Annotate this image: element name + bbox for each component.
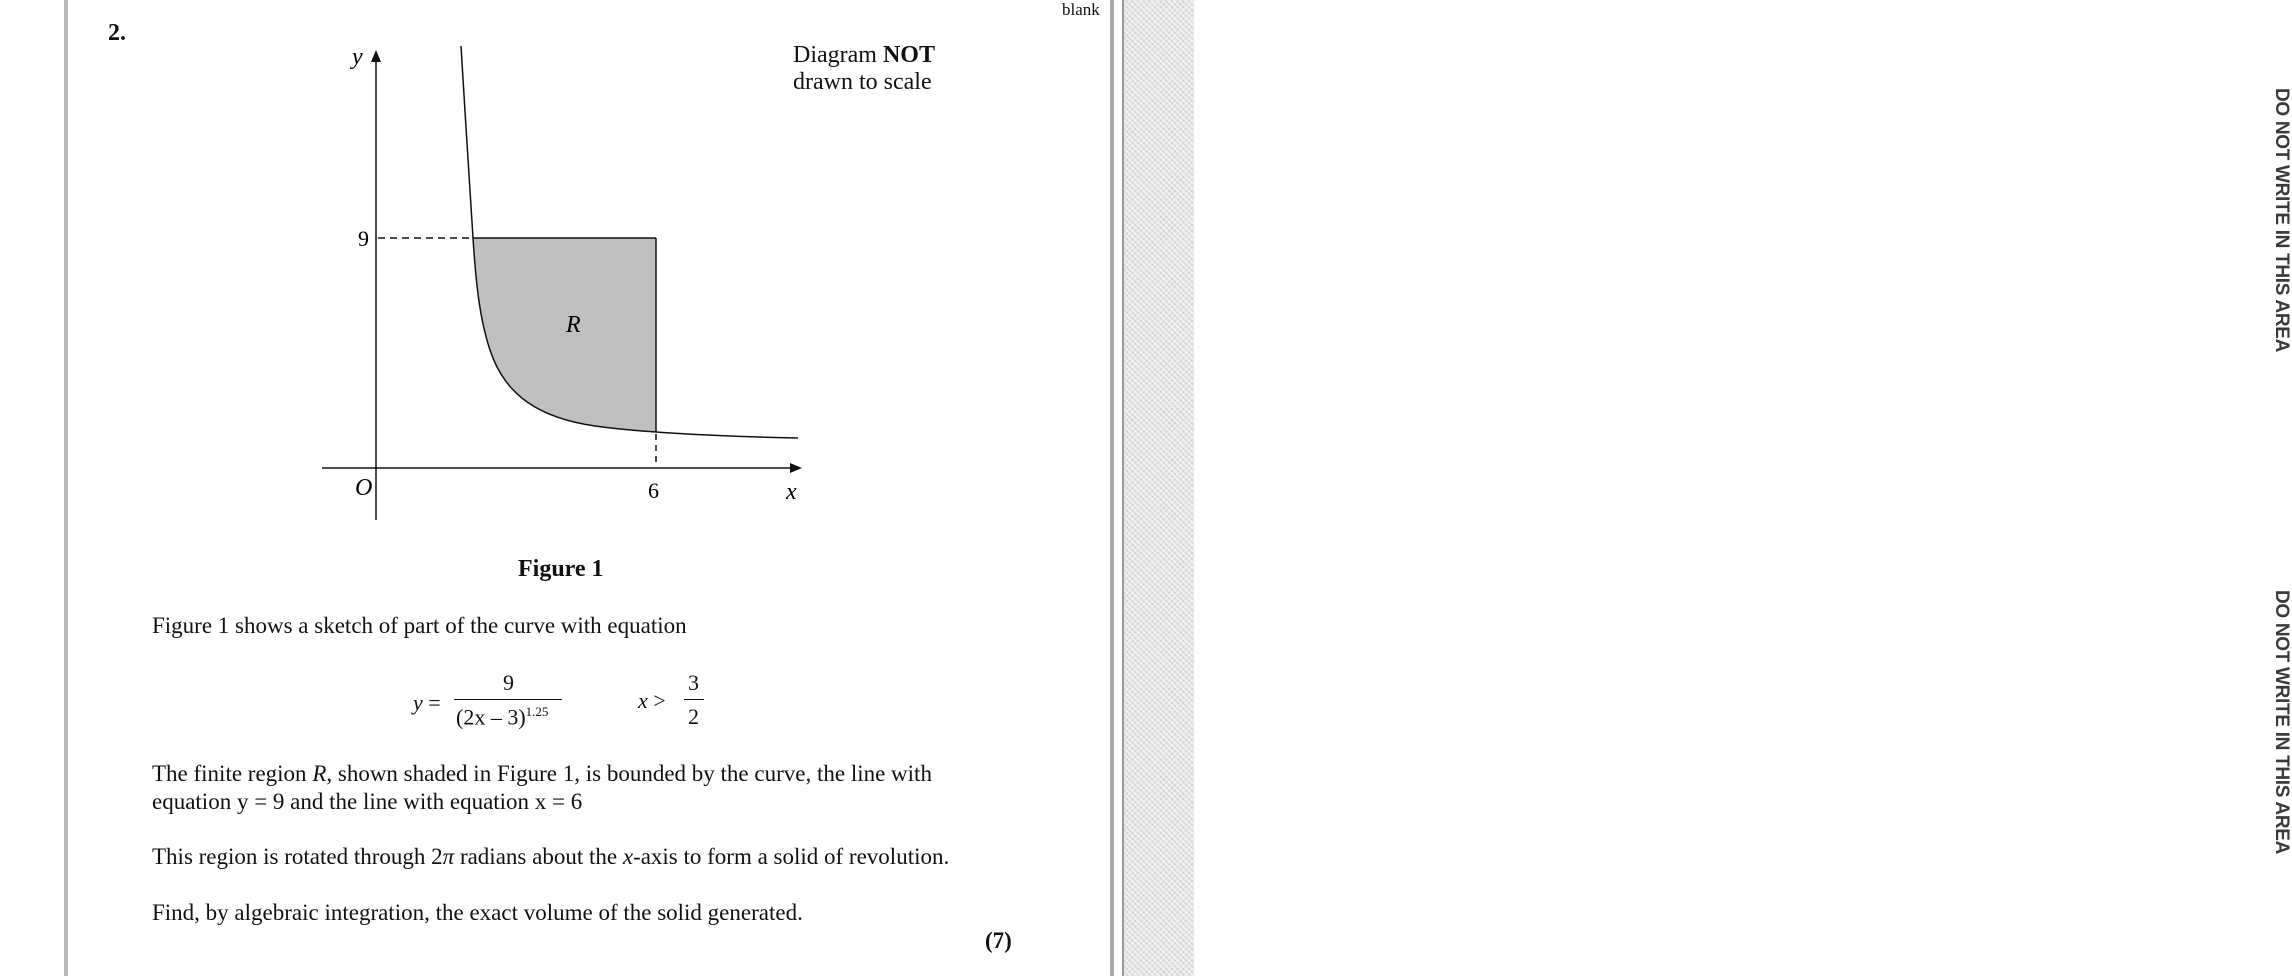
region-label-r: R	[566, 312, 581, 338]
question-number: 2.	[108, 20, 126, 46]
do-not-write-margin	[1122, 0, 2292, 976]
condition-fraction-bar	[684, 699, 704, 700]
intro-text: Figure 1 shows a sketch of part of the curve with equation	[152, 613, 687, 638]
figure-caption: Figure 1	[518, 556, 604, 582]
page-right-rule	[1110, 0, 1114, 976]
equation-lhs: y =	[413, 690, 441, 715]
do-not-write-label-top: DO NOT WRITE IN THIS AREA	[2271, 87, 2292, 353]
shaded-region-r	[473, 238, 656, 432]
x-axis-label: x	[786, 479, 797, 505]
blank-label: blank	[1062, 0, 1100, 19]
condition-numerator: 3	[688, 670, 699, 695]
task-text: Find, by algebraic integration, the exact volume of the solid generated.	[152, 900, 803, 925]
marks-label: (7)	[985, 928, 1012, 953]
diagram-not-to-scale-note: Diagram NOT drawn to scale	[793, 42, 935, 95]
y-tick-label-9: 9	[358, 226, 369, 251]
region-description: The finite region R, shown shaded in Figure 1, is bounded by the curve, the line with equation y = 9 and the line with equation x = 6	[152, 761, 932, 814]
equation-denominator: (2x – 3)$^{1.25}$	[456, 704, 549, 730]
condition-denominator: 2	[688, 704, 699, 729]
equation-fraction-bar	[454, 699, 562, 700]
y-axis-label: y	[352, 44, 363, 70]
x-tick-label-6: 6	[648, 478, 659, 503]
origin-label: O	[355, 475, 373, 501]
figure-1-diagram	[0, 0, 1100, 600]
condition-lhs: x >	[638, 688, 666, 713]
rotation-description: This region is rotated through 2π radians about the x-axis to form a solid of revolution.	[152, 844, 950, 869]
equation-numerator: 9	[503, 670, 514, 695]
do-not-write-label-bottom: DO NOT WRITE IN THIS AREA	[2271, 589, 2292, 855]
